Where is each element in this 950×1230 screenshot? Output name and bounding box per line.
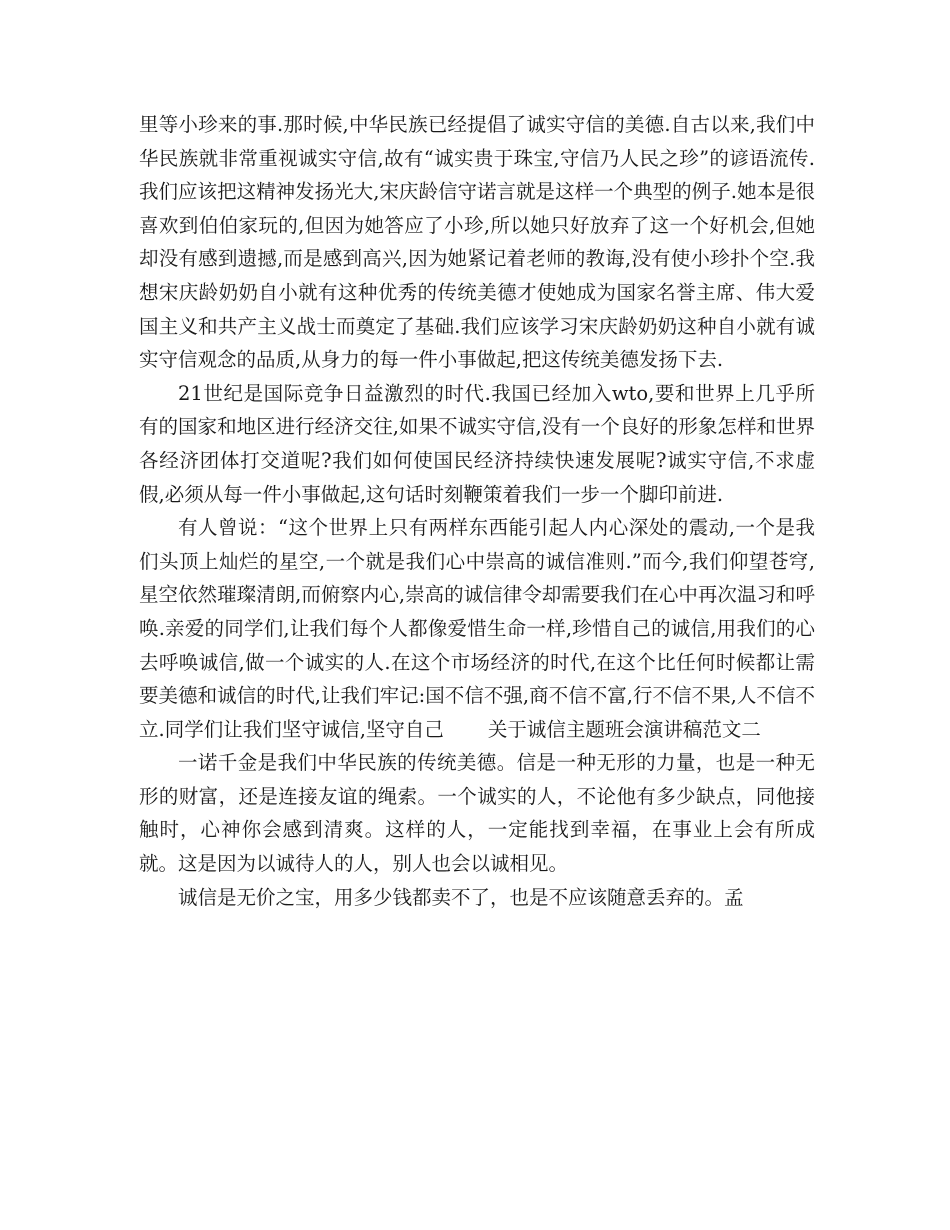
paragraph-4: 一诺千金是我们中华民族的传统美德。信是一种无形的力量，也是一种无形的财富，还是连接友谊的绳索。一个诚实的人，不论他有多少缺点，同他接触时，心神你会感到清爽。这样的人，一定能找到幸福，在事业上会有所成就。这是因为以诚待人的人，别人也会以诚相见。 — [139, 751, 815, 876]
document-body — [139, 108, 815, 914]
paragraph-3 — [139, 511, 815, 746]
section-title: 关于诚信主题班会演讲稿范文二 — [487, 717, 761, 741]
paragraph-5: 诚信是无价之宝，用多少钱都卖不了，也是不应该随意丢弃的。孟 — [178, 885, 744, 909]
paragraph-1: 里等小珍来的事.那时候,中华民族已经提倡了诚实守信的美德.自古以来,我们中华民族就非常重视诚实守信,故有“诚实贵于珠宝,守信乃人民之珍”的谚语流传.我们应该把这精神发扬光大,宋庆龄信守诺言就是这样一个典型的例子.她本是很喜欢到伯伯家玩的,但因为她答应了小珍,所以她只好放弃了这一个好机会,但她却没有感到遗撼,而是感到高兴,因为她紧记着老师的教诲,没有使小珍扑个空.我想宋庆龄奶奶自小就有这种优秀的传统美德才使她成为国家名誉主席、伟大爱国主义和共产主义战士而奠定了基础.我们应该学习宋庆龄奶奶这种自小就有诚实守信观念的品质,从身力的每一件小事做起,把这传统美德发扬下去. — [139, 113, 815, 372]
paragraph-3-text: 有人曾说：“这个世界上只有两样东西能引起人内心深处的震动,一个是我们头顶上灿烂的星空,一个就是我们心中崇高的诚信准则.”而今,我们仰望苍穹,星空依然璀璨清朗,而俯察内心,崇高的诚信律令却需要我们在心中再次温习和呼唤.亲爱的同学们,让我们每个人都像爱惜生命一样,珍惜自己的诚信,用我们的心去呼唤诚信,做一个诚实的人.在这个市场经济的时代,在这个比任何时候都让需要美德和诚信的时代,让我们牢记:国不信不强,商不信不富,行不信不果,人不信不立.同学们让我们坚守诚信,坚守自己 — [139, 516, 815, 741]
paragraph-2: 21世纪是国际竞争日益激烈的时代.我国已经加入wto,要和世界上几乎所有的国家和地区进行经济交往,如果不诚实守信,没有一个良好的形象怎样和世界各经济团体打交道呢?我们如何使国民经济持续快速发展呢?诚实守信,不求虚假,必须从每一件小事做起,这句话时刻鞭策着我们一步一个脚印前进. — [139, 381, 815, 506]
